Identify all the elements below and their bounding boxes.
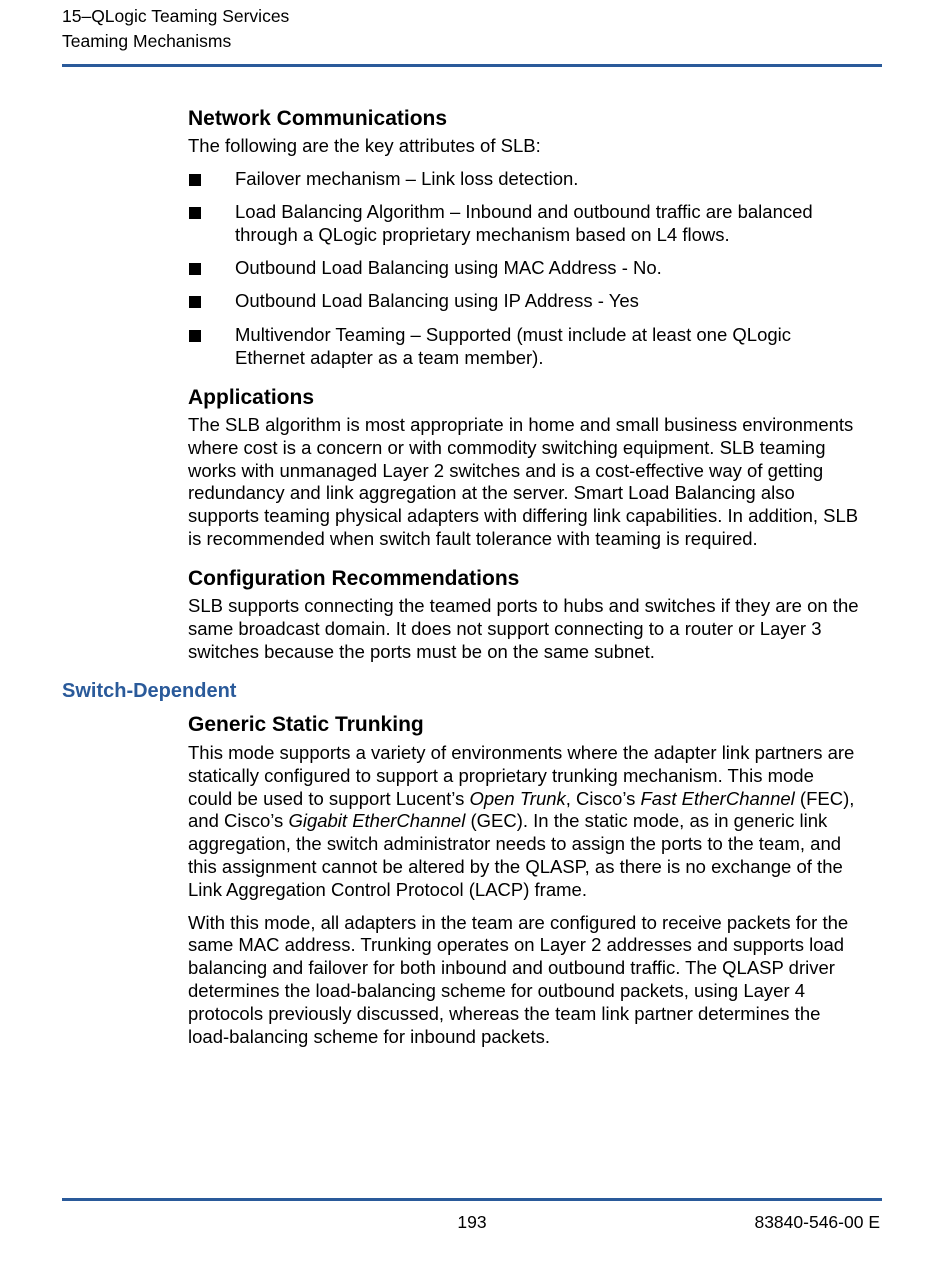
- bullet-square-icon: [189, 207, 201, 219]
- list-item: Failover mechanism – Link loss detection.: [188, 168, 882, 191]
- generic-static-trunking-paragraph-1: This mode supports a variety of environments where the adapter link partners are statically configured to support a proprietary trunking mechanism. This mode could be used to support Lucent’s Open Trunk, Cisco’s Fast EtherChannel (FEC), and Cisco’s Gigabit EtherChannel (GEC). In the static mode, as in generic link aggregation, the switch administrator needs to assign the ports to the team, and this assignment cannot be altered by the QLASP, as there is no exchange of the Link Aggregation Control Protocol (LACP) frame.: [188, 742, 855, 900]
- bullet-square-icon: [189, 330, 201, 342]
- generic-static-trunking-section: [188, 712, 882, 1048]
- footer-rule: [62, 1198, 882, 1201]
- header-rule: [62, 64, 882, 67]
- list-item: Multivendor Teaming – Supported (must include at least one QLogic Ethernet adapter as a team member).: [188, 324, 882, 370]
- network-communications-intro: The following are the key attributes of SLB:: [188, 135, 541, 156]
- running-header: [62, 4, 882, 54]
- header-chapter: 15–QLogic Teaming Services: [62, 6, 290, 26]
- list-item: Load Balancing Algorithm – Inbound and outbound traffic are balanced through a QLogic proprietary mechanism based on L4 flows.: [188, 201, 882, 247]
- slb-attributes-list: [188, 168, 882, 370]
- bullet-square-icon: [189, 263, 201, 275]
- list-item: Outbound Load Balancing using MAC Address - No.: [188, 257, 882, 280]
- network-communications-section: [188, 106, 882, 380]
- bullet-square-icon: [189, 174, 201, 186]
- applications-paragraph: The SLB algorithm is most appropriate in home and small business environments where cost is a concern or with commodity switching equipment. SLB teaming works with unmanaged Layer 2 switches and is a cost-effective way of getting redundancy and link aggregation at the server. Smart Load Balancing also supports teaming physical adapters with differing link capabilities. In addition, SLB is recommended when switch fault tolerance with teaming is required.: [188, 414, 859, 549]
- network-communications-heading: Network Communications: [188, 107, 448, 130]
- generic-static-trunking-heading: Generic Static Trunking: [188, 713, 424, 736]
- applications-heading: Applications: [188, 386, 315, 409]
- configuration-section: [188, 566, 882, 663]
- switch-dependent-heading: Switch-Dependent: [62, 680, 237, 702]
- list-item: Outbound Load Balancing using IP Address - Yes: [188, 290, 882, 313]
- configuration-heading: Configuration Recommendations: [188, 567, 520, 590]
- document-number: 83840-546-00 E: [754, 1212, 880, 1232]
- header-section: Teaming Mechanisms: [62, 31, 232, 51]
- generic-static-trunking-paragraph-2: With this mode, all adapters in the team are configured to receive packets for the same MAC address. Trunking operates on Layer 2 addresses and supports load balancing and failover for both inbound and outbound traffic. The QLASP driver determines the load-balancing scheme for outbound packets, using Layer 4 protocols previously discussed, whereas the team link partner determines the load-balancing scheme for inbound packets.: [188, 911, 849, 1047]
- configuration-paragraph: SLB supports connecting the teamed ports to hubs and switches if they are on the same broadcast domain. It does not support connecting to a router or Layer 3 switches because the ports must be on the same subnet.: [188, 595, 859, 662]
- applications-section: [188, 385, 882, 551]
- page-number: 193: [457, 1212, 487, 1232]
- bullet-square-icon: [189, 296, 201, 308]
